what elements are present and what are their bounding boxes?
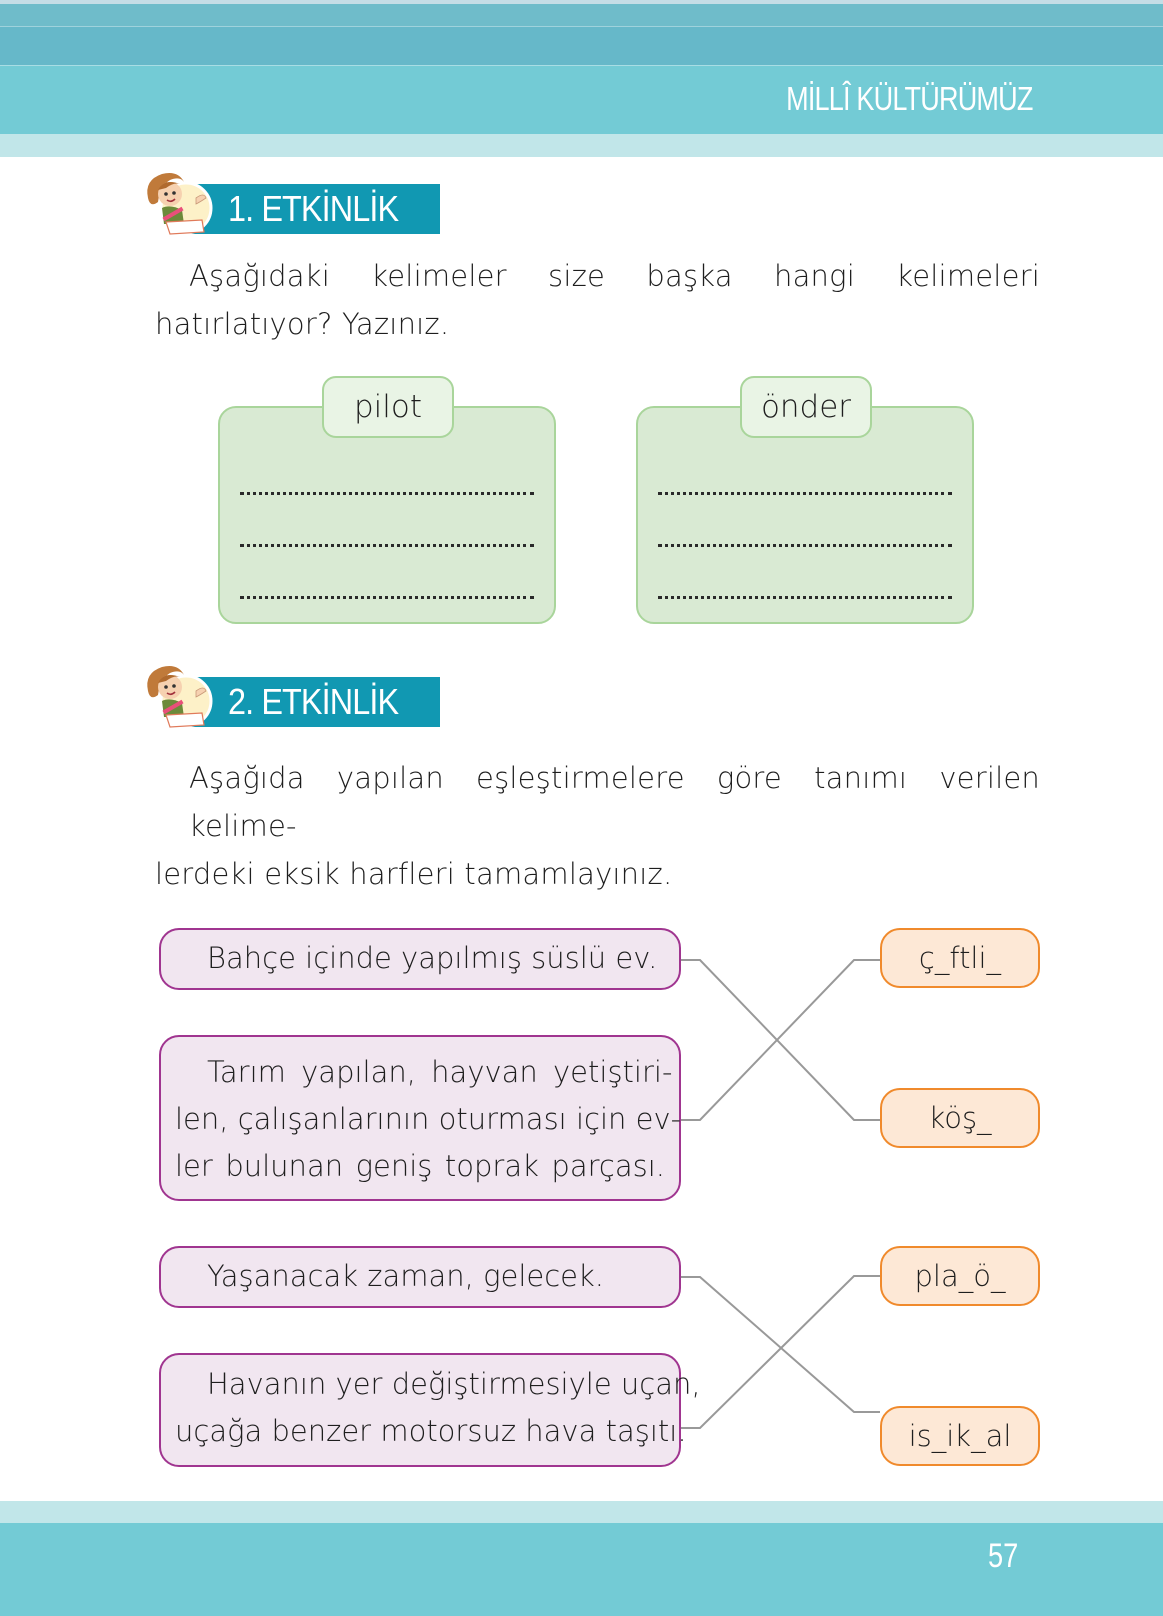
definition-text: len, çalışanlarının oturması için ev-: [175, 1102, 682, 1136]
girl-writing-icon: [140, 661, 220, 729]
instruction-line-1: [155, 754, 1040, 850]
activity-1-badge: [140, 168, 460, 236]
answer-line-2[interactable]: [240, 544, 534, 547]
word-fill-1[interactable]: ç_ftli_: [880, 928, 1040, 988]
word-box-onder: [636, 389, 974, 624]
activity-1-title: 1. ETKİNLİK: [228, 188, 399, 229]
definition-box-2: [159, 1035, 681, 1201]
definition-text: Tarım yapılan, hayvan yetiştiri-: [207, 1055, 673, 1089]
definition-line-3: [175, 1143, 665, 1190]
definition-box-1: [159, 928, 681, 990]
section-title: MİLLÎ KÜLTÜRÜMÜZ: [786, 80, 1033, 117]
definition-line-2: [175, 1096, 682, 1143]
definition-line-2: [175, 1408, 687, 1455]
instruction-text: Aşağıdaki kelimeler size başka hangi kelimeleri hatırlatıyor? Yazınız.: [155, 259, 1040, 341]
activity-2-instruction: [155, 754, 1040, 898]
definition-text: Havanın yer değiştirmesiyle uçan,: [207, 1367, 701, 1401]
header-stripe-1: [0, 4, 1163, 26]
answer-line-2[interactable]: [658, 544, 952, 547]
definition-box-3: [159, 1246, 681, 1308]
word-fill-4[interactable]: is_ik_al: [880, 1406, 1040, 1466]
word-tab: pilot: [322, 376, 454, 438]
activity-1-instruction: [155, 252, 1040, 348]
definition-line-1: [175, 1049, 673, 1096]
answer-line-3[interactable]: [658, 596, 952, 599]
header-stripe-bottom: [0, 134, 1163, 157]
word-fill-3[interactable]: pla_ö_: [880, 1246, 1040, 1306]
definition-box-4: [159, 1353, 701, 1467]
activity-2-badge: [140, 661, 460, 729]
answer-line-1[interactable]: [658, 492, 952, 495]
definition-text: Yaşanacak zaman, gelecek.: [207, 1259, 605, 1293]
page-number: 57: [988, 1537, 1019, 1575]
word-box-pilot: [218, 389, 556, 624]
definition-text: uçağa benzer motorsuz hava taşıtı.: [175, 1414, 687, 1448]
footer-stripe: [0, 1501, 1163, 1523]
definition-text: ler bulunan geniş toprak parçası.: [175, 1149, 665, 1183]
definition-text: Bahçe içinde yapılmış süslü ev.: [207, 941, 658, 975]
word-tab: önder: [740, 376, 872, 438]
girl-writing-icon: [140, 168, 220, 236]
answer-line-3[interactable]: [240, 596, 534, 599]
word-fill-2[interactable]: köş_: [880, 1088, 1040, 1148]
instruction-text: Aşağıda yapılan eşleştirmelere göre tanımı verilen kelime-: [189, 761, 1040, 843]
instruction-line-2: lerdeki eksik harfleri tamamlayınız.: [155, 857, 673, 891]
definition-line-1: [175, 1361, 701, 1408]
activity-2-title: 2. ETKİNLİK: [228, 681, 399, 722]
header-stripe-2: [0, 26, 1163, 65]
answer-line-1[interactable]: [240, 492, 534, 495]
